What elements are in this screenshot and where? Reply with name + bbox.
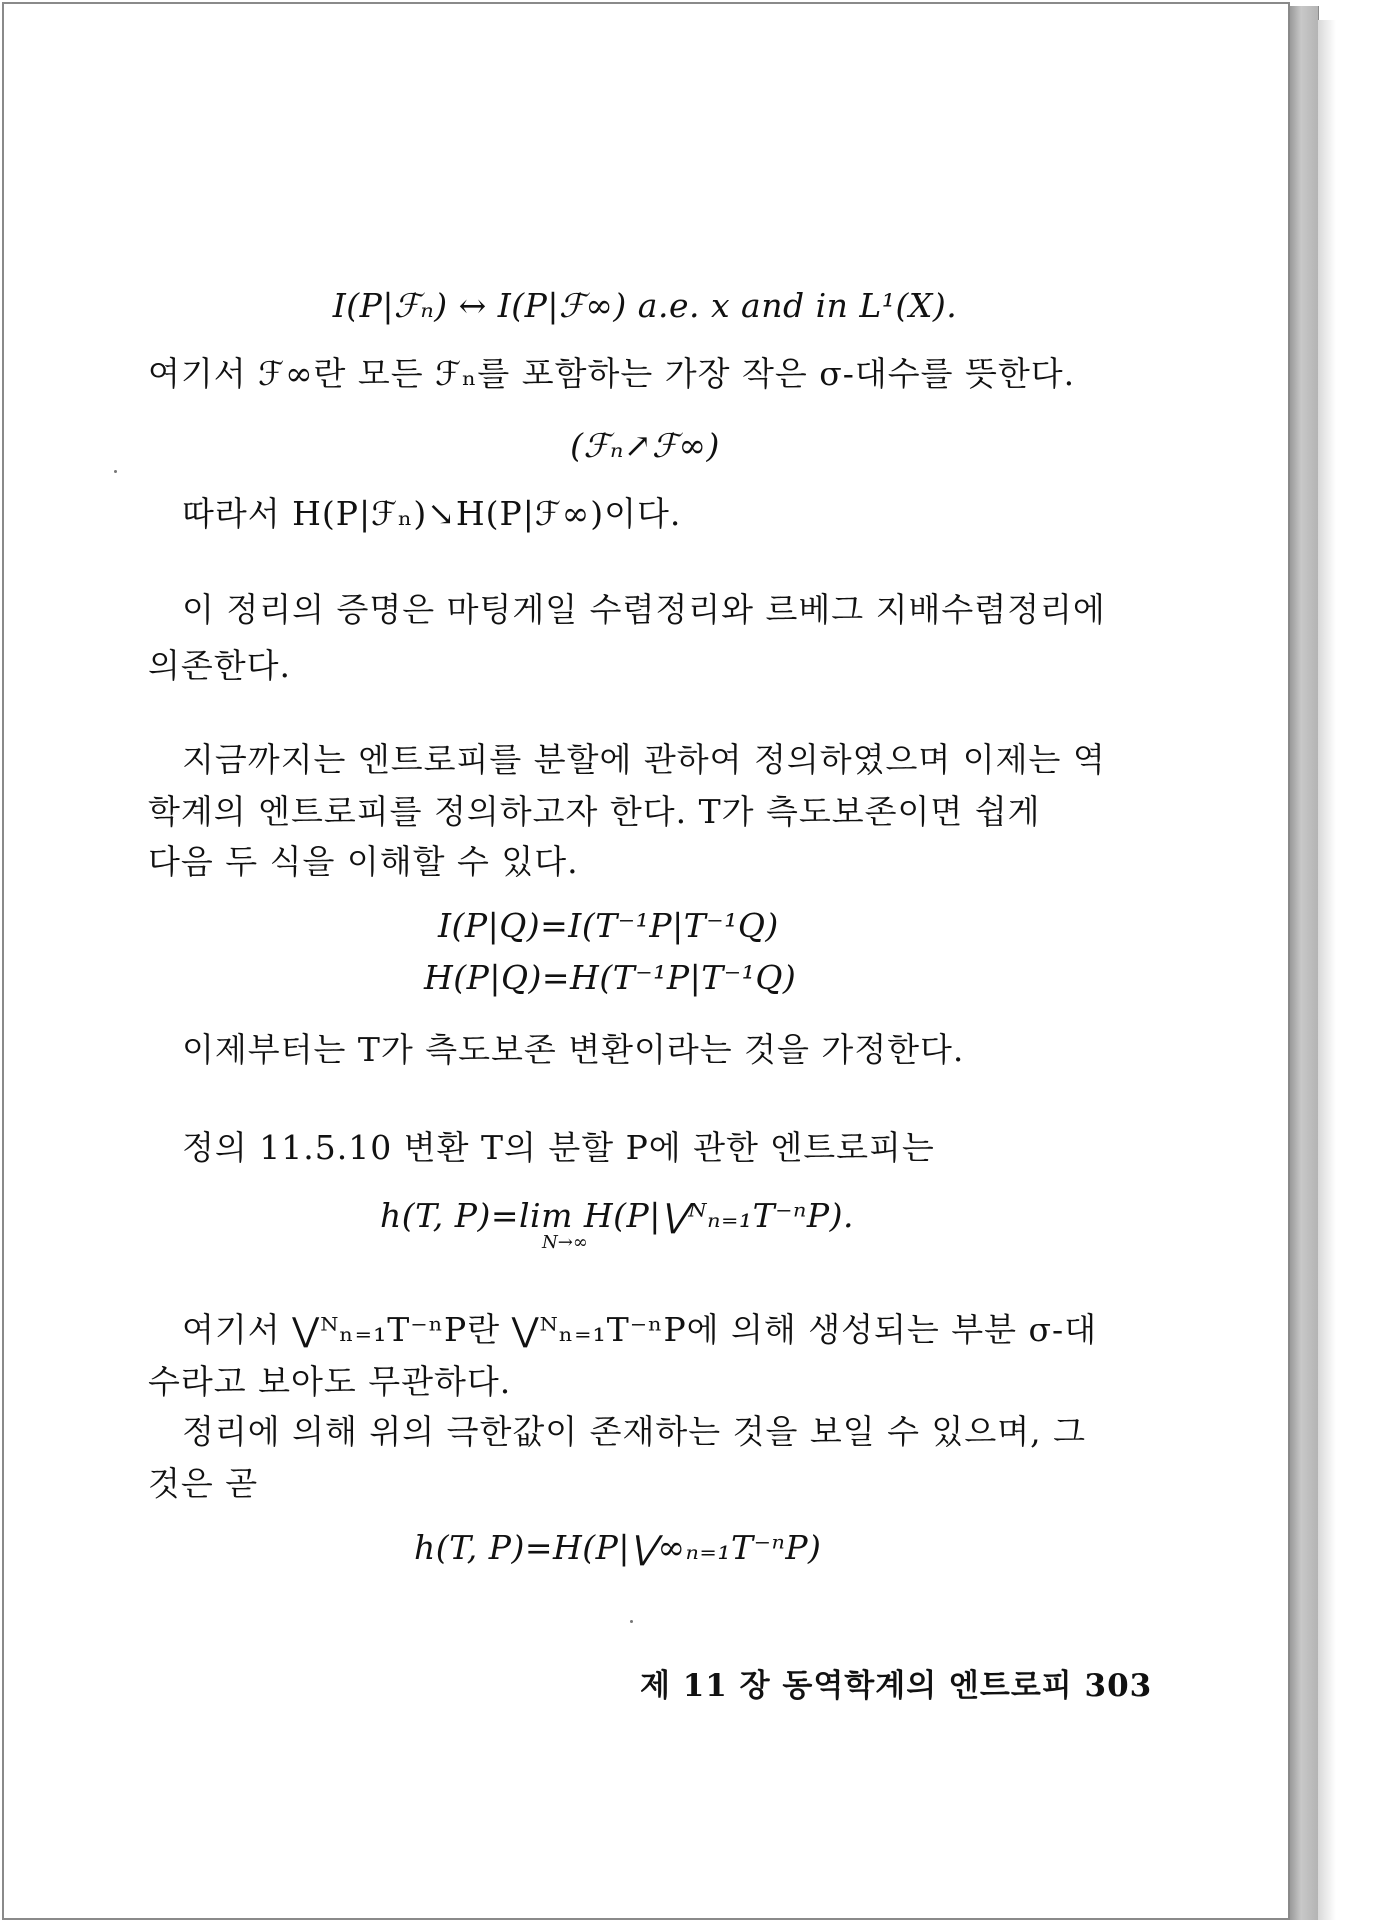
equation-entropy-invariance: H(P|Q)=H(T⁻¹P|T⁻¹Q) <box>424 958 797 997</box>
paragraph-proof-note-line2: 의존한다. <box>148 646 292 685</box>
equation-entropy-limit-definition: h(T, P)=lim H(P|⋁ᴺₙ₌₁T⁻ⁿP). <box>380 1196 855 1235</box>
page-shadow <box>1318 20 1336 1920</box>
paragraph-limit-exists-line1: 정리에 의해 위의 극한값이 존재하는 것을 보일 수 있으며, 그 <box>182 1412 1086 1451</box>
equation-conditional-info-convergence: I(P|ℱₙ) ↔ I(P|ℱ∞) a.e. x and in L¹(X). <box>332 286 958 325</box>
equation-information-invariance: I(P|Q)=I(T⁻¹P|T⁻¹Q) <box>438 906 779 945</box>
running-footer: 제 11 장 동역학계의 엔트로피 303 <box>640 1668 1153 1704</box>
paragraph-dynamics-entropy-line1: 지금까지는 엔트로피를 분할에 관하여 정의하였으며 이제는 역 <box>182 740 1106 779</box>
paragraph-measure-preserving-assumption: 이제부터는 T가 측도보존 변환이라는 것을 가정한다. <box>182 1030 965 1069</box>
paragraph-dynamics-entropy-line2: 학계의 엔트로피를 정의하고자 한다. T가 측도보존이면 쉽게 <box>148 792 1041 831</box>
paragraph-sigma-algebra-definition: 여기서 ℱ∞란 모든 ℱₙ를 포함하는 가장 작은 σ-대수를 뜻한다. <box>148 354 1076 393</box>
equation-filtration-increasing: (ℱₙ↗ℱ∞) <box>570 426 720 465</box>
paragraph-generated-subalgebra-line2: 수라고 보아도 무관하다. <box>148 1362 512 1401</box>
print-speck <box>114 470 117 473</box>
paragraph-proof-note-line1: 이 정리의 증명은 마팅게일 수렴정리와 르베그 지배수렴정리에 <box>182 590 1106 629</box>
paragraph-limit-exists-line2: 것은 곧 <box>148 1464 259 1503</box>
paragraph-dynamics-entropy-line3: 다음 두 식을 이해할 수 있다. <box>148 842 579 881</box>
page-edge <box>1290 6 1319 1920</box>
equation-entropy-infinite-join: h(T, P)=H(P|⋁∞ₙ₌₁T⁻ⁿP) <box>414 1528 822 1567</box>
limit-subscript: N→∞ <box>542 1232 588 1253</box>
paragraph-entropy-decreasing: 따라서 H(P|ℱₙ)↘H(P|ℱ∞)이다. <box>182 494 682 533</box>
print-speck <box>630 1620 633 1623</box>
definition-heading: 정의 11.5.10 변환 T의 분할 P에 관한 엔트로피는 <box>182 1128 935 1167</box>
paragraph-generated-subalgebra-line1: 여기서 ⋁ᴺₙ₌₁T⁻ⁿP란 ⋁ᴺₙ₌₁T⁻ⁿP에 의해 생성되는 부분 σ-대 <box>182 1310 1098 1349</box>
